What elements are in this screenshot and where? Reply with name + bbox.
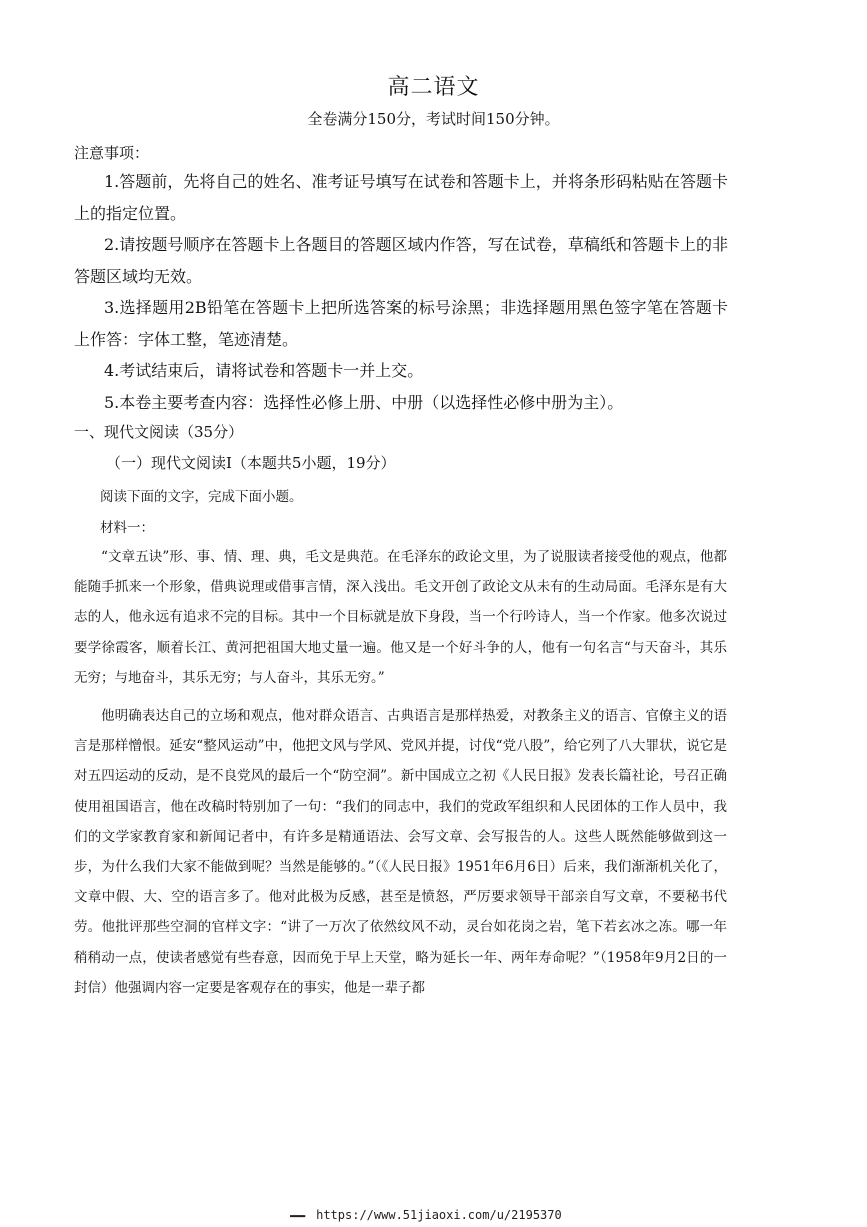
section-heading: 一、现代文阅读（35分） [74,423,244,441]
page-title: 高二语文 [387,75,480,100]
material-paragraph: 他明确表达自己的立场和观点，他对群众语言、古典语言是那样热爱，对教条主义的语言、官僚主义的语言是那样憎恨。延安“整风运动”中，他把文风与学风、党风并提，讨伐“党八股”，给它列了八大罪状，说它是对五四运动的反动，是不良党风的最后一个“防空洞”。新中国成立之初《人民日报》发表长篇社论，号召正确使用祖国语言，他在改稿时特别加了一句：“我们的同志中，我们的党政军组织和人民团体的工作人员中，我们的文学家教育家和新闻记者中，有许多是精通语法、会写文章、会写报告的人。这些人既然能够做到这一步，为什么我们大家不能做到呢？当然是能够的。”（《人民日报》1951年6月6日）后来，我们渐渐机关化了，文章中假、大、空的语言多了。他对此极为反感，甚至是愤怒，严厉要求领导干部亲自写文章，不要秘书代劳。他批评那些空洞的官样文字：“讲了一万次了依然纹风不动，灵台如花岗之岩，笔下若玄冰之冻。哪一年稍稍动一点，使读者感觉有些春意，因而免于早上天堂，略为延长一年、两年寿命呢？”（1958年9月2日的一封信）他强调内容一定要是客观存在的事实，他是一辈子都 [74,708,727,996]
notice-heading: 注意事项： [74,144,150,162]
material-label: 材料一： [100,520,154,536]
notice-item: 2.请按题号顺序在答题卡上各题目的答题区域内作答，写在试卷，草稿纸和答题卡上的非答题区域均无效。 [74,235,728,286]
notice-item: 4.考试结束后，请将试卷和答题卡一并上交。 [104,361,424,380]
notice-item: 1.答题前，先将自己的姓名、准考证号填写在试卷和答题卡上，并将条形码粘贴在答题卡上的指定位置。 [74,172,728,223]
watermark-logo-icon: ▬▬▬▬ [290,1211,305,1220]
notice-item: 3.选择题用2B铅笔在答题卡上把所选答案的标号涂黑；非选择题用黑色签字笔在答题卡上作答：字体工整，笔迹清楚。 [74,298,728,349]
footer-url[interactable]: https://www.51jiaoxi.com/u/2195370 [316,1208,562,1222]
footer [290,1208,562,1222]
reading-instruction: 阅读下面的文字，完成下面小题。 [100,489,303,505]
subsection-heading: （一）现代文阅读Ⅰ（本题共5小题，19分） [106,454,396,472]
notice-item: 5.本卷主要考查内容：选择性必修上册、中册（以选择性必修中册为主）。 [104,393,624,412]
material-paragraph: “文章五诀”形、事、情、理、典，毛文是典范。在毛泽东的政论文里，为了说服读者接受他的观点，他都能随手抓来一个形象，借典说理或借事言情，深入浅出。毛文开创了政论文从未有的生动局面。毛泽东是有大志的人，他永远有追求不完的目标。其中一个目标就是放下身段，当一个行吟诗人，当一个作家。他多次说过要学徐霞客，顺着长江、黄河把祖国大地丈量一遍。他又是一个好斗争的人，他有一句名言“与天奋斗，其乐无穷；与地奋斗，其乐无穷；与人奋斗，其乐无穷。” [74,549,727,686]
exam-info: 全卷满分150分，考试时间150分钟。 [307,110,560,128]
